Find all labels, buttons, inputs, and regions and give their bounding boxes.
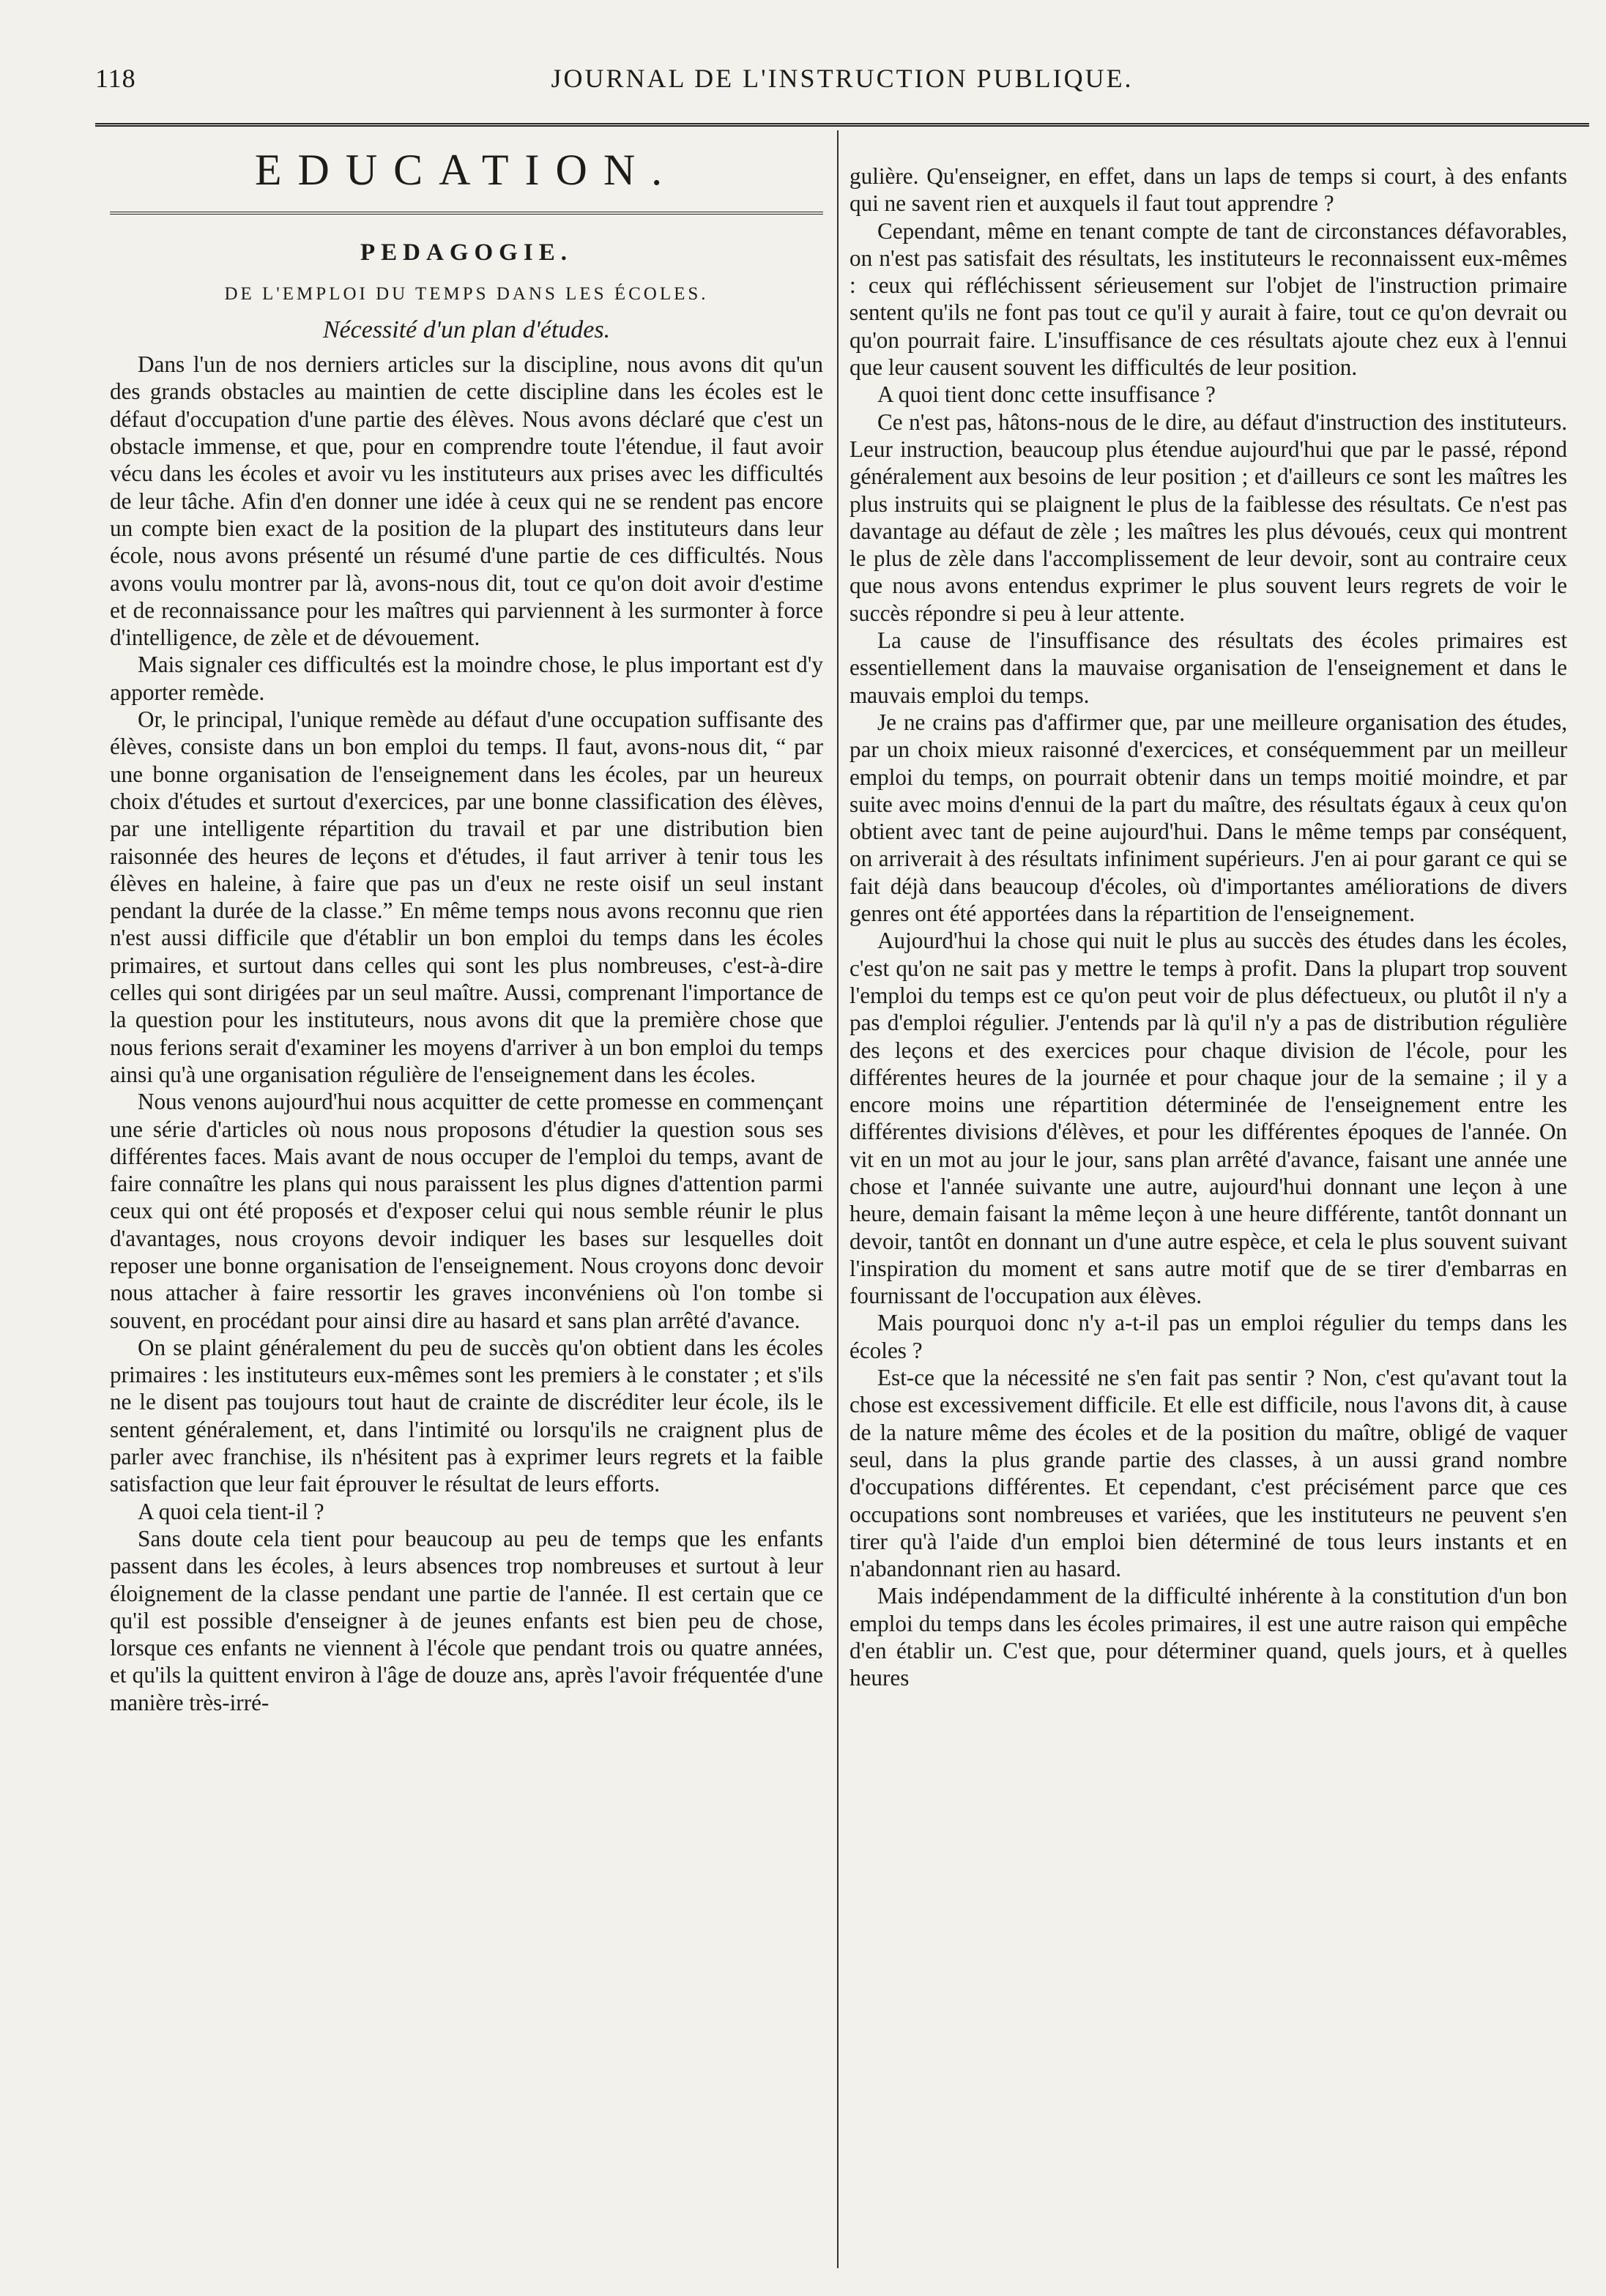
left-column <box>110 146 823 1716</box>
paragraph: Je ne crains pas d'affirmer que, par une meilleure organisation des études, par un choix mieux raisonné d'exercices, et conséquemment par un meilleur emploi du temps, on pourrait obtenir dans un temps moitié moindre, et par suite avec moins d'ennui de la part du maître, des résultats égaux à ceux qu'on obtient avec tant de peine aujourd'hui. Dans le même temps par conséquent, on arriverait à des résultats infiniment supérieurs. J'en ai pour garant ce qui se fait déjà dans beaucoup d'écoles, où d'importantes améliorations de divers genres ont été apportées dans la répartition de l'enseignement. <box>850 709 1567 927</box>
paragraph: Dans l'un de nos derniers articles sur la discipline, nous avons dit qu'un des grands obstacles au maintien de cette discipline dans les écoles est le défaut d'occupation d'une partie des élèves. Nous avons déclaré que c'est un obstacle immense, et que, pour en comprendre toute l'étendue, il faut avoir vécu dans les écoles et avoir vu les instituteurs aux prises avec les difficultés de leur tâche. Afin d'en donner une idée à ceux qui ne se rendent pas encore un compte bien exact de la position de la plupart des instituteurs dans leur école, nous avons présenté un résumé d'une partie de ces difficultés. Nous avons voulu montrer par là, avons-nous dit, tout ce qu'on doit avoir d'estime et de reconnaissance pour les maîtres qui parviennent à les surmonter à force d'intelligence, de zèle et de dévouement. <box>110 351 823 651</box>
paragraph: Sans doute cela tient pour beaucoup au peu de temps que les enfants passent dans les écoles, à leurs absences trop nombreuses et surtout à leur éloignement de la classe pendant une partie de l'année. Il est certain que ce qu'il est possible d'enseigner à de jeunes enfants est bien peu de chose, lorsque ces enfants ne viennent à l'école que pendant trois ou quatre années, et qu'ils la quittent environ à l'âge de douze ans, après l'avoir fréquentée d'une manière très-irré- <box>110 1525 823 1715</box>
paragraph: On se plaint généralement du peu de succès qu'on obtient dans les écoles primaires : les instituteurs eux-mêmes sont les premiers à le constater ; et s'ils ne le disent pas toujours tout haut de crainte de discréditer leur école, ils le sentent généralement, et, dans l'intimité ou lorsqu'ils ne craignent plus de parler avec franchise, ils n'hésitent pas à exprimer leurs regrets et la faible satisfaction que leur fait éprouver le résultat de leurs efforts. <box>110 1334 823 1497</box>
right-column <box>850 163 1567 1692</box>
paragraph: Mais pourquoi donc n'y a-t-il pas un emploi régulier du temps dans les écoles ? <box>850 1310 1567 1363</box>
paragraph: Mais indépendamment de la difficulté inhérente à la constitution d'un bon emploi du temps dans les écoles primaires, il est une autre raison qui empêche d'en établir un. C'est que, pour déterminer quand, quels jours, et à quelles heures <box>850 1583 1567 1691</box>
paragraph: Mais signaler ces difficultés est la moindre chose, le plus important est d'y apporter remède. <box>110 652 823 705</box>
running-head <box>95 63 1589 107</box>
section-rule <box>110 212 823 217</box>
paragraph: Est-ce que la nécessité ne s'en fait pas sentir ? Non, c'est qu'avant tout la chose est excessivement difficile. Et elle est difficile, nous l'avons dit, à cause de la nature même des écoles et de la position du maître, obligé de vaquer seul, dans la plus grande partie des classes, à un aussi grand nombre d'occupations différentes. Et cependant, c'est précisément parce que ces occupations sont nombreuses et variées, que les instituteurs ne peuvent s'en tirer qu'à l'aide d'un emploi bien déterminé de tous leurs instants et en n'abandonnant rien au hasard. <box>850 1365 1567 1582</box>
paragraph: La cause de l'insuffisance des résultats des écoles primaires est essentiellement dans la mauvaise organisation de l'enseignement et dans le mauvais emploi du temps. <box>850 627 1567 708</box>
column-divider <box>837 130 839 2268</box>
paragraph: A quoi tient donc cette insuffisance ? <box>877 381 1216 408</box>
page-number: 118 <box>95 64 136 93</box>
journal-title: JOURNAL DE L'INSTRUCTION PUBLIQUE. <box>551 64 1134 93</box>
paragraph: A quoi cela tient-il ? <box>138 1498 324 1524</box>
article-subtitle: Nécessité d'un plan d'études. <box>322 316 611 343</box>
article-title: DE L'EMPLOI DU TEMPS DANS LES ÉCOLES. <box>224 283 709 304</box>
header-rule <box>95 123 1589 131</box>
paragraph: Aujourd'hui la chose qui nuit le plus au succès des études dans les écoles, c'est qu'on ne sait pas y mettre le temps à profit. Dans la plupart trop souvent l'emploi du temps est ce qu'on peut voir de plus défectueux, ou plutôt il n'y a pas d'emploi régulier. J'entends par là qu'il n'y a pas de distribution régulière des leçons et des exercices pour chaque division de l'école, pour les différentes heures de la journée et pour chaque jour de la semaine ; il y a encore moins une répartition déterminée de l'enseignement entre les différentes divisions d'élèves, et pour les différentes époques de l'année. On vit en un mot au jour le jour, sans plan arrêté d'avance, faisant une année une chose et l'année suivante une autre, aujourd'hui donnant une leçon à une heure, demain faisant la même leçon à une heure différente, tantôt donnant un devoir, tantôt en donnant un d'une autre espèce, et cela le plus souvent suivant l'inspiration du moment et sans autre motif que de se tirer d'embarras en fournissant de l'occupation aux élèves. <box>850 928 1567 1309</box>
paragraph: Nous venons aujourd'hui nous acquitter de cette promesse en commençant une série d'articles où nous nous proposons d'étudier la question sous ses différentes faces. Mais avant de nous occuper de l'emploi du temps, avant de faire connaître les plans qui nous paraissent les plus dignes d'attention parmi ceux qui ont été proposés et d'exposer celui qui nous semble réunir le plus d'avantages, nous croyons devoir indiquer les bases sur lesquelles doit reposer une bonne organisation de l'enseignement. Nous croyons donc devoir nous attacher à faire ressortir les graves inconvéniens où l'on tombe si souvent, en procédant pour ainsi dire au hasard et sans plan arrêté d'avance. <box>110 1089 823 1333</box>
paragraph: gulière. Qu'enseigner, en effet, dans un laps de temps si court, à des enfants qui ne savent rien et auxquels il faut tout apprendre ? <box>850 163 1567 217</box>
paragraph: Or, le principal, l'unique remède au défaut d'une occupation suffisante des élèves, consiste dans un bon emploi du temps. Il faut, avons-nous dit, “ par une bonne organisation de l'enseignement dans les écoles, par un heureux choix d'études et surtout d'exercices, par une bonne classification des élèves, par une intelligente répartition du travail et par une distribution bien raisonnée des heures de leçons et d'études, il faut arriver à tenir tous les élèves en haleine, à faire que pas un d'eux ne reste oisif un seul instant pendant la durée de la classe.” En même temps nous avons reconnu que rien n'est aussi difficile que d'établir un bon emploi du temps dans les écoles primaires, et surtout dans celles qui sont les plus nombreuses, c'est-à-dire celles qui sont dirigées par un seul maître. Aussi, comprenant l'importance de la question pour les instituteurs, nous avons dit que la première chose que nous ferions serait d'examiner les moyens d'arriver à un bon emploi du temps ainsi qu'à une organisation régulière de l'enseignement dans les écoles. <box>110 707 823 1087</box>
section-title: EDUCATION. <box>254 146 679 194</box>
subsection-heading: PEDAGOGIE. <box>360 239 573 266</box>
paragraph: Cependant, même en tenant compte de tant de circonstances défavorables, on n'est pas satisfait des résultats, les instituteurs le reconnaissent eux-mêmes : ceux qui réfléchissent sérieusement sur l'objet de l'instruction primaire sentent qu'ils ne font pas tout ce qu'il y aurait à faire, tout ce qu'on devrait ou qu'on pourrait faire. L'insuffisance de ces résultats ajoute chez eux à l'ennui que leur causent souvent les difficultés de leur position. <box>850 217 1567 381</box>
paragraph: Ce n'est pas, hâtons-nous de le dire, au défaut d'instruction des instituteurs. Leur instruction, beaucoup plus étendue aujourd'hui que par le passé, répond généralement aux besoins de leur position ; et d'ailleurs ce sont les maîtres les plus instruits qui se plaignent le plus de la faiblesse des résultats. Ce n'est pas davantage au défaut de zèle ; les maîtres les plus dévoués, ceux qui montrent le plus de zèle dans l'accomplissement de leur devoir, sont au contraire ceux que nous avons entendus exprimer le plus souvent leurs regrets de voir le succès répondre si peu à leur attente. <box>850 409 1567 626</box>
